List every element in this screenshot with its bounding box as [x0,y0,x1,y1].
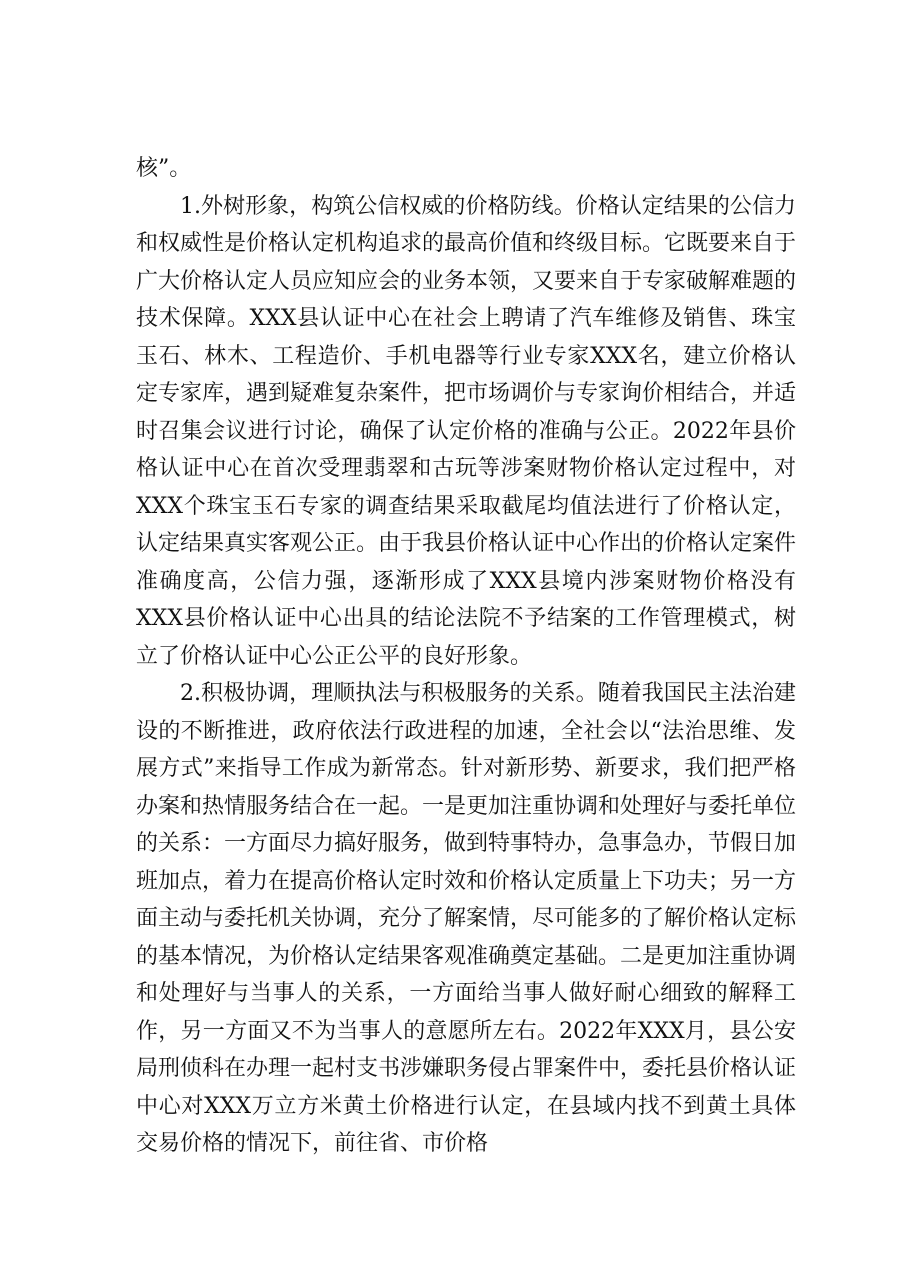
paragraph-coordination: 2.积极协调，理顺执法与积极服务的关系。随着我国民主法治建设的不断推进，政府依法行政进程的加速，全社会以“法治思维、发展方式”来指导工作成为新常态。针对新形势、新要求，我们把严格办案和热情服务结合在一起。一是更加注重协调和处理好与委托单位的关系：一方面尽力搞好服务，做到特事特办，急事急办，节假日加班加点，着力在提高价格认定时效和价格认定质量上下功夫；另一方面主动与委托机关协调，充分了解案情，尽可能多的了解价格认定标的基本情况，为价格认定结果客观准确奠定基础。二是更加注重协调和处理好与当事人的关系，一方面给当事人做好耐心细致的解释工作，另一方面又不为当事人的意愿所左右。2022年XXX月，县公安局刑侦科在办理一起村支书涉嫌职务侵占罪案件中，委托县价格认证中心对XXX万立方米黄土价格进行认定，在县域内找不到黄土具体交易价格的情况下，前往省、市价格 [136,681,797,1156]
document-body [136,150,796,1163]
paragraph-public-image: 1.外树形象，构筑公信权威的价格防线。价格认定结果的公信力和权威性是价格认定机构追求的最高价值和终级目标。它既要来自于广大价格认定人员应知应会的业务本领，又要来自于专家破解难题的技术保障。XXX县认证中心在社会上聘请了汽车维修及销售、珠宝玉石、林木、工程造价、手机电器等行业专家XXX名，建立价格认定专家库，遇到疑难复杂案件，把市场调价与专家询价相结合，并适时召集会议进行讨论，确保了认定价格的准确与公正。2022年县价格认证中心在首次受理翡翠和古玩等涉案财物价格认定过程中，对XXX个珠宝玉石专家的调查结果采取截尾均值法进行了价格认定，认定结果真实客观公正。由于我县价格认证中心作出的价格认定案件准确度高，公信力强，逐渐形成了XXX县境内涉案财物价格没有XXX县价格认证中心出具的结论法院不予结案的工作管理模式，树立了价格认证中心公正公平的良好形象。 [136,193,797,669]
paragraph-continuation: 核”。 [136,156,192,181]
